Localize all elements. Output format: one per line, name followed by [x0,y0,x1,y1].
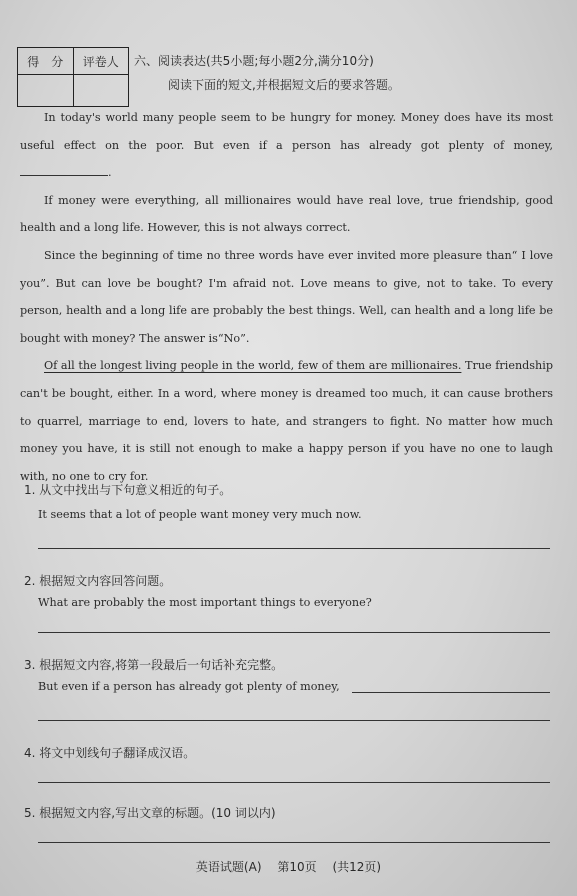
footer-page-number: 第10页 [277,860,317,874]
inline-answer-blank[interactable] [20,165,108,176]
score-cell[interactable] [18,75,74,107]
question-1-label: 1. 从文中找出与下句意义相近的句子。 [24,483,232,497]
answer-line-5[interactable] [38,842,550,843]
answer-line-3b[interactable] [38,720,550,721]
score-box [17,47,129,107]
grader-label: 评卷人 [73,48,129,75]
answer-line-3a[interactable] [352,692,550,693]
passage-paragraph-1 [20,104,553,187]
question-2-label: 2. 根据短文内容回答问题。 [24,574,172,588]
section-title: 六、阅读表达(共5小题;每小题2分,满分10分) [134,54,374,68]
grader-cell[interactable] [73,75,129,107]
question-2-prompt: What are probably the most important things to everyone? [38,596,372,609]
passage-paragraph-4 [20,352,553,490]
page-footer [0,858,577,875]
answer-line-4[interactable] [38,782,550,783]
passage-text: True friendship can't be bought, either. In a word, where money is dreamed too much, it can cause brothers to quarrel, marriage to end, lovers to hate, and strangers to fight. No matter how much money you have, it is still not enough to make a happy person if you have no one to laugh with, no one to cry for. [20,359,553,483]
question-5-label: 5. 根据短文内容,写出文章的标题。(10 词以内) [24,806,276,820]
score-label: 得 分 [18,48,74,75]
passage-paragraph-3: Since the beginning of time no three words have ever invited more pleasure than“ I love you”. But can love be bought? I'm afraid not. Love means to give, not to take. To every person, health and a long life are probably the best things. Well, can health and a long life be bought with money? The answer is“No”. [20,248,553,345]
question-4-label: 4. 将文中划线句子翻译成汉语。 [24,746,196,760]
answer-line-2[interactable] [38,632,550,633]
passage-text: In today's world many people seem to be hungry for money. Money does have its most useful effect on the poor. But even if a person has already got plenty of money, [20,111,553,152]
footer-page-total: (共12页) [332,860,382,874]
footer-subject: 英语试题(A) [195,860,262,874]
reading-passage [20,104,553,490]
question-1-prompt: It seems that a lot of people want money very much now. [38,508,362,521]
section-instruction: 阅读下面的短文,并根据短文后的要求答题。 [168,78,400,92]
passage-text: . [108,166,112,180]
underlined-sentence: Of all the longest living people in the world, few of them are millionaires. [44,359,462,373]
passage-paragraph-2: If money were everything, all millionaires would have real love, true friendship, good health and a long life. However, this is not always correct. [20,193,553,235]
answer-line-1[interactable] [38,548,550,549]
question-3-label: 3. 根据短文内容,将第一段最后一句话补充完整。 [24,658,284,672]
question-3-prompt: But even if a person has already got plenty of money, [38,680,340,693]
